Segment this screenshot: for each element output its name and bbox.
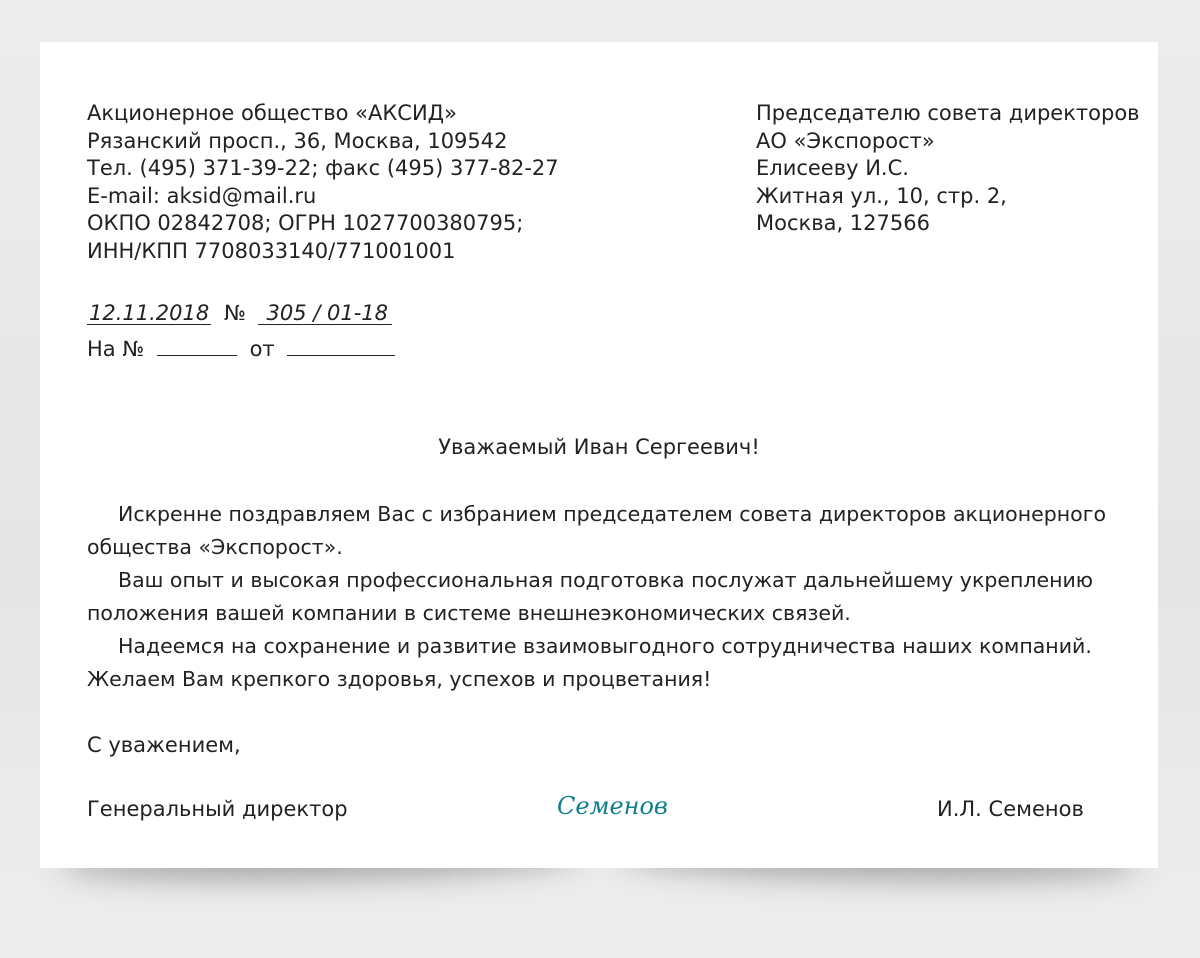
sender-block	[87, 100, 559, 265]
recipient-block	[756, 100, 1140, 238]
letter-body	[87, 498, 1117, 696]
body-line: Надеемся на сохранение и развитие взаимовыгодного сотрудничества наших компаний.	[118, 634, 1092, 658]
sender-line: ИНН/КПП 7708033140/771001001	[87, 238, 456, 263]
registration-date: 12.11.2018	[89, 301, 210, 325]
signature: Семенов	[557, 792, 668, 820]
body-line: Ваш опыт и высокая профессиональная подготовка послужат дальнейшему укреплению	[118, 568, 1094, 592]
reply-from-label: от	[249, 337, 275, 361]
recipient-line: АО «Экспорост»	[756, 128, 935, 153]
registration-line	[87, 300, 392, 327]
number-sign: №	[223, 301, 246, 325]
recipient-line: Житная ул., 10, стр. 2,	[756, 183, 1007, 208]
salutation: Уважаемый Иван Сергеевич!	[438, 435, 760, 459]
reply-number-label: На №	[87, 337, 145, 361]
sender-line: Тел. (495) 371-39-22; факс (495) 377-82-27	[87, 156, 559, 180]
reply-number-blank	[157, 337, 237, 356]
sender-line: ОКПО 02842708; ОГРН 1027700380795;	[87, 211, 524, 235]
sender-line: E-mail: aksid@mail.ru	[87, 183, 317, 208]
body-line: положения вашей компании в системе внешнеэкономических связей.	[87, 601, 851, 625]
sender-line: Акционерное общество «АКСИД»	[87, 101, 457, 125]
reply-date-blank	[287, 337, 395, 356]
signoff-name: И.Л. Семенов	[937, 797, 1084, 821]
recipient-line: Москва, 127566	[756, 211, 930, 235]
body-line: Искренне поздравляем Вас с избранием председателем совета директоров акционерного	[118, 502, 1107, 526]
body-line: общества «Экспорост».	[87, 535, 343, 559]
registration-number: 305 / 01-18	[258, 302, 392, 325]
recipient-line: Елисееву И.С.	[756, 156, 909, 180]
body-line: Желаем Вам крепкого здоровья, успехов и процветания!	[87, 667, 712, 691]
recipient-line: Председателю совета директоров	[756, 101, 1140, 125]
letter-page	[40, 42, 1158, 868]
sender-line: Рязанский просп., 36, Москва, 109542	[87, 128, 508, 153]
reply-reference-line	[87, 336, 395, 363]
signoff-position: Генеральный директор	[87, 797, 348, 821]
closing: С уважением,	[87, 733, 241, 757]
